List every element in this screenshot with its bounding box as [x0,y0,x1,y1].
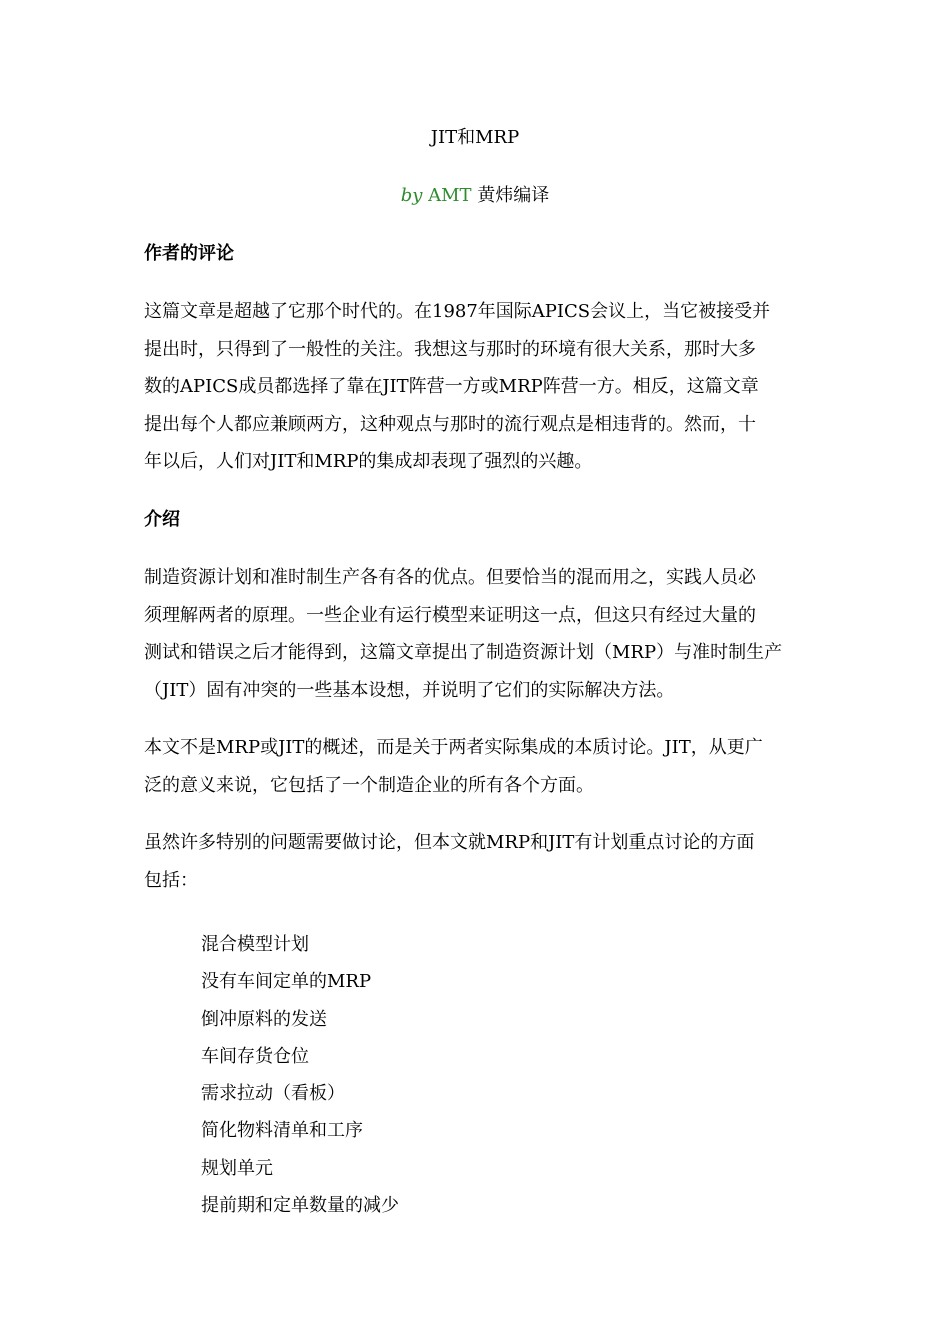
topics-list [201,926,399,1224]
list-item: 混合模型计划 [201,934,309,955]
paragraph-line: 测试和错误之后才能得到，这篇文章提出了制造资源计划（MRP）与准时制生产 [144,642,783,663]
paragraph-line: 提出时，只得到了一般性的关注。我想这与那时的环境有很大关系，那时大多 [144,338,756,360]
byline-org: AMT [428,185,472,206]
paragraph-line: 制造资源计划和准时制生产各有各的优点。但要恰当的混而用之，实践人员必 [144,567,756,588]
paragraph-line: 数的APICS成员都选择了靠在JIT阵营一方或MRP阵营一方。相反，这篇文章 [144,376,759,397]
paragraph-line: 包括： [144,869,198,891]
list-item: 规划单元 [201,1157,273,1179]
list-item: 简化物料清单和工序 [201,1120,363,1142]
document-title: JIT和MRP [430,127,520,148]
paragraph-line: 虽然许多特别的问题需要做讨论，但本文就MRP和JIT有计划重点讨论的方面 [144,832,755,853]
paragraph-line: 年以后，人们对JIT和MRP的集成却表现了强烈的兴趣。 [144,451,593,472]
paragraph-line: 提出每个人都应兼顾两方，这种观点与那时的流行观点是相违背的。然而，十 [144,413,756,435]
paragraph-line: 泛的意义来说，它包括了一个制造企业的所有各个方面。 [144,774,594,796]
paragraph-intro-3 [144,824,812,899]
paragraph-intro-2 [144,729,812,804]
list-item: 倒冲原料的发送 [201,1008,327,1030]
paragraph-intro-1 [144,559,812,709]
byline [0,184,950,208]
paragraph-line: 这篇文章是超越了它那个时代的。在1987年国际APICS会议上，当它被接受并 [144,301,771,322]
list-item: 没有车间定单的MRP [201,971,372,993]
section-heading-introduction: 介绍 [144,509,180,530]
list-item: 需求拉动（看板） [201,1083,345,1105]
list-item: 车间存货仓位 [201,1045,309,1067]
section-heading-author-comment: 作者的评论 [144,243,234,264]
paragraph-line: 须理解两者的原理。一些企业有运行模型来证明这一点，但这只有经过大量的 [144,604,756,626]
list-item: 提前期和定单数量的减少 [201,1195,399,1217]
byline-translator: 黄炜编译 [477,185,550,206]
paragraph-line: 本文不是MRP或JIT的概述，而是关于两者实际集成的本质讨论。JIT，从更广 [144,737,763,758]
paragraph-line: （JIT）固有冲突的一些基本设想，并说明了它们的实际解决方法。 [144,679,675,701]
byline-by: by [400,185,423,206]
paragraph-author-comment [144,293,812,481]
